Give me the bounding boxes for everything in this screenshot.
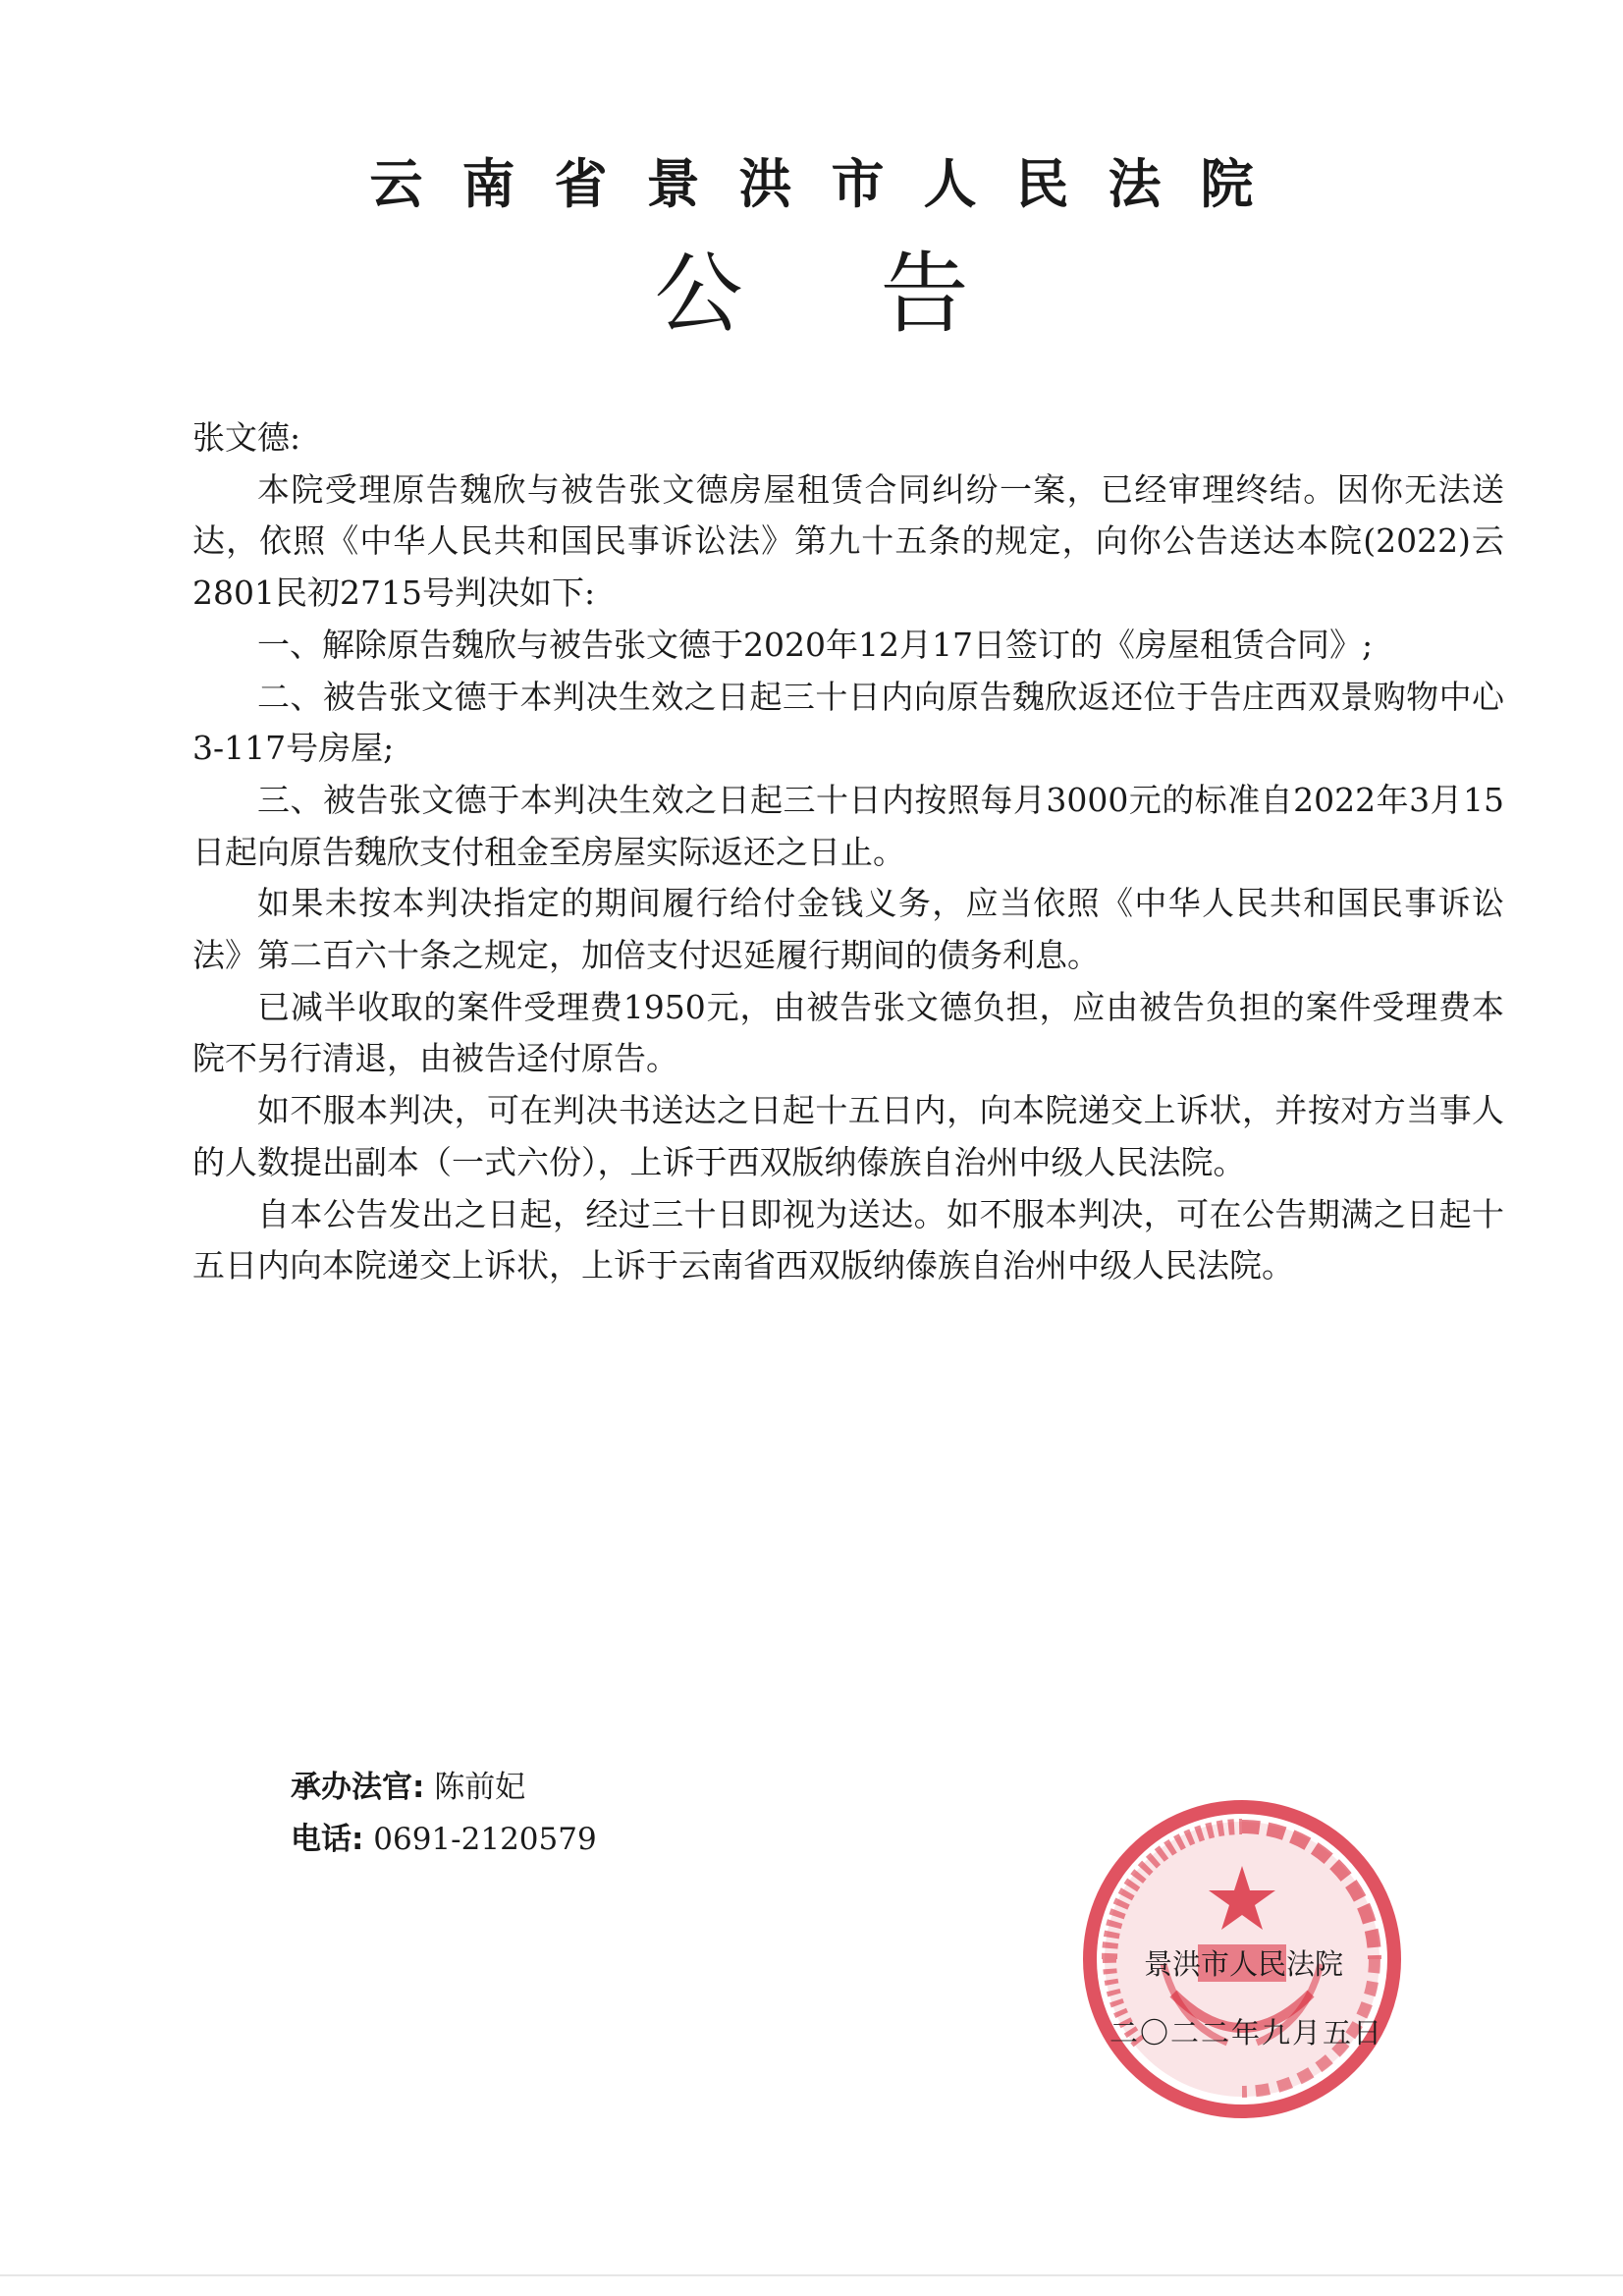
- phone-label: 电话:: [291, 1822, 364, 1857]
- addressee: 张文德:: [192, 418, 301, 457]
- notice-body: [192, 412, 1504, 1292]
- judge-label: 承办法官:: [291, 1770, 425, 1805]
- paragraph-fees: 已减半收取的案件受理费1950元，由被告张文德负担，应由被告负担的案件受理费本院不另行清退，由被告迳付原告。: [192, 987, 1504, 1078]
- phone-number: 0691-2120579: [373, 1822, 597, 1857]
- issuer-name: 景洪市人民法院: [1144, 1947, 1344, 1981]
- paragraph-intro: 本院受理原告魏欣与被告张文德房屋租赁合同纠纷一案，已经审理终结。因你无法送达，依照《中华人民共和国民事诉讼法》第九十五条的规定，向你公告送达本院(2022)云2801民初2715号判决如下:: [192, 469, 1504, 613]
- judge-name: 陈前妃: [434, 1770, 526, 1805]
- paragraph-service: 自本公告发出之日起，经过三十日即视为送达。如不服本判决，可在公告期满之日起十五日内向本院递交上诉状，上诉于云南省西双版纳傣族自治州中级人民法院。: [192, 1194, 1504, 1285]
- page-title: 公告: [654, 243, 1107, 346]
- paragraph-interest: 如果未按本判决指定的期间履行给付金钱义务，应当依照《中华人民共和国民事诉讼法》第二百六十条之规定，加倍支付迟延履行期间的债务利息。: [192, 884, 1504, 975]
- phone-line: [291, 1815, 978, 1864]
- paragraph-appeal: 如不服本判决，可在判决书送达之日起十五日内，向本院递交上诉状，并按对方当事人的人数提出副本（一式六份），上诉于西双版纳傣族自治州中级人民法院。: [192, 1091, 1504, 1181]
- issue-date: 二〇二二年九月五日: [1109, 2016, 1384, 2050]
- page-bottom-rule: [0, 2274, 1623, 2276]
- paragraph-judgment-1: 一、解除原告魏欣与被告张文德于2020年12月17日签订的《房屋租赁合同》;: [257, 625, 1374, 664]
- paragraph-judgment-2: 二、被告张文德于本判决生效之日起三十日内向原告魏欣返还位于告庄西双景购物中心3-117号房屋;: [192, 677, 1504, 768]
- paragraph-judgment-3: 三、被告张文德于本判决生效之日起三十日内按照每月3000元的标准自2022年3月15日起向原告魏欣支付租金至房屋实际返还之日止。: [192, 780, 1504, 871]
- judge-line: [291, 1763, 978, 1812]
- court-name: 云南省景洪市人民法院: [369, 153, 1293, 215]
